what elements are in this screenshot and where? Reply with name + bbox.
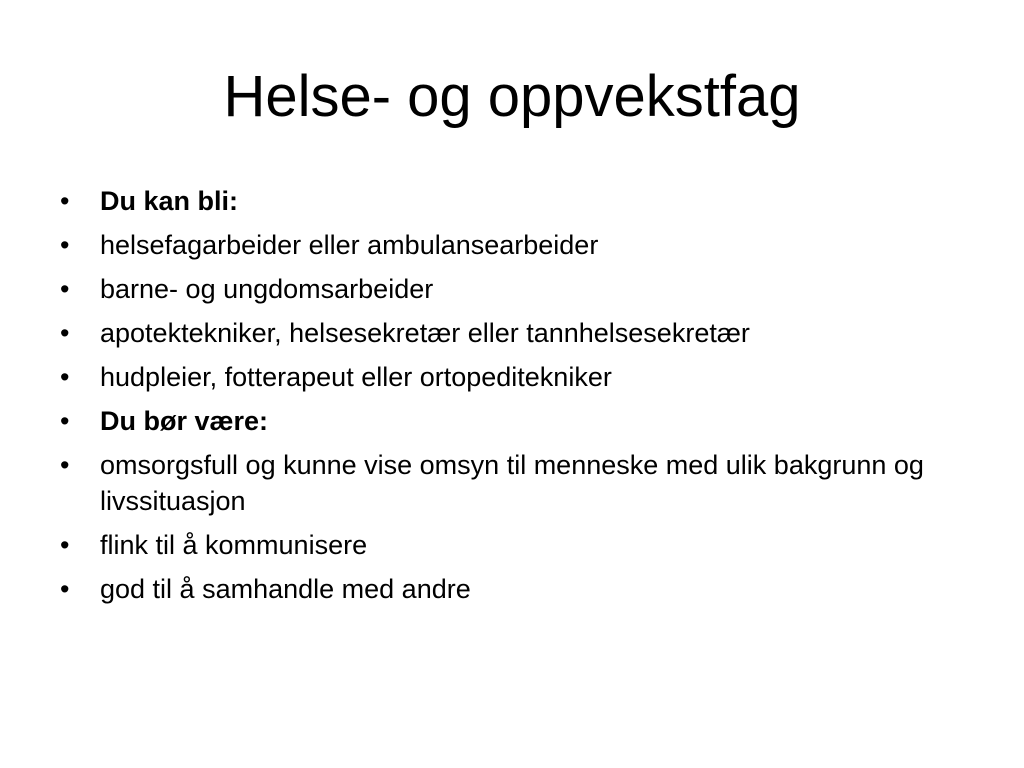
bullet-heading-du-bor-vaere: Du bør være: bbox=[100, 406, 269, 436]
bullet-item bbox=[60, 571, 980, 607]
bullet-icon: • bbox=[60, 318, 70, 348]
bullet-text: flink til å kommunisere bbox=[100, 530, 368, 560]
bullet-icon: • bbox=[60, 230, 70, 260]
bullet-item bbox=[60, 359, 980, 395]
bullet-item bbox=[60, 271, 980, 307]
bullet-item bbox=[60, 447, 980, 519]
bullet-icon: • bbox=[60, 362, 70, 392]
bullet-item bbox=[60, 403, 980, 439]
bullet-text: god til å samhandle med andre bbox=[100, 574, 471, 604]
bullet-icon: • bbox=[60, 406, 70, 436]
slide-title: Helse- og oppvekstfag bbox=[223, 64, 801, 129]
bullet-icon: • bbox=[60, 186, 70, 216]
bullet-text: helsefagarbeider eller ambulansearbeider bbox=[100, 230, 599, 260]
bullet-heading-du-kan-bli: Du kan bli: bbox=[100, 186, 239, 216]
bullet-text: apotektekniker, helsesekretær eller tannhelsesekretær bbox=[100, 318, 750, 348]
bullet-item bbox=[60, 527, 980, 563]
bullet-text: hudpleier, fotterapeut eller ortopeditekniker bbox=[100, 362, 612, 392]
bullet-item bbox=[60, 183, 980, 219]
bullet-text: omsorgsfull og kunne vise omsyn til menneske med ulik bakgrunn og livssituasjon bbox=[100, 450, 924, 516]
bullet-icon: • bbox=[60, 530, 70, 560]
bullet-icon: • bbox=[60, 450, 70, 480]
bullet-item bbox=[60, 227, 980, 263]
bullet-list bbox=[60, 183, 980, 615]
bullet-icon: • bbox=[60, 274, 70, 304]
bullet-icon: • bbox=[60, 574, 70, 604]
bullet-text: barne- og ungdomsarbeider bbox=[100, 274, 434, 304]
bullet-item bbox=[60, 315, 980, 351]
